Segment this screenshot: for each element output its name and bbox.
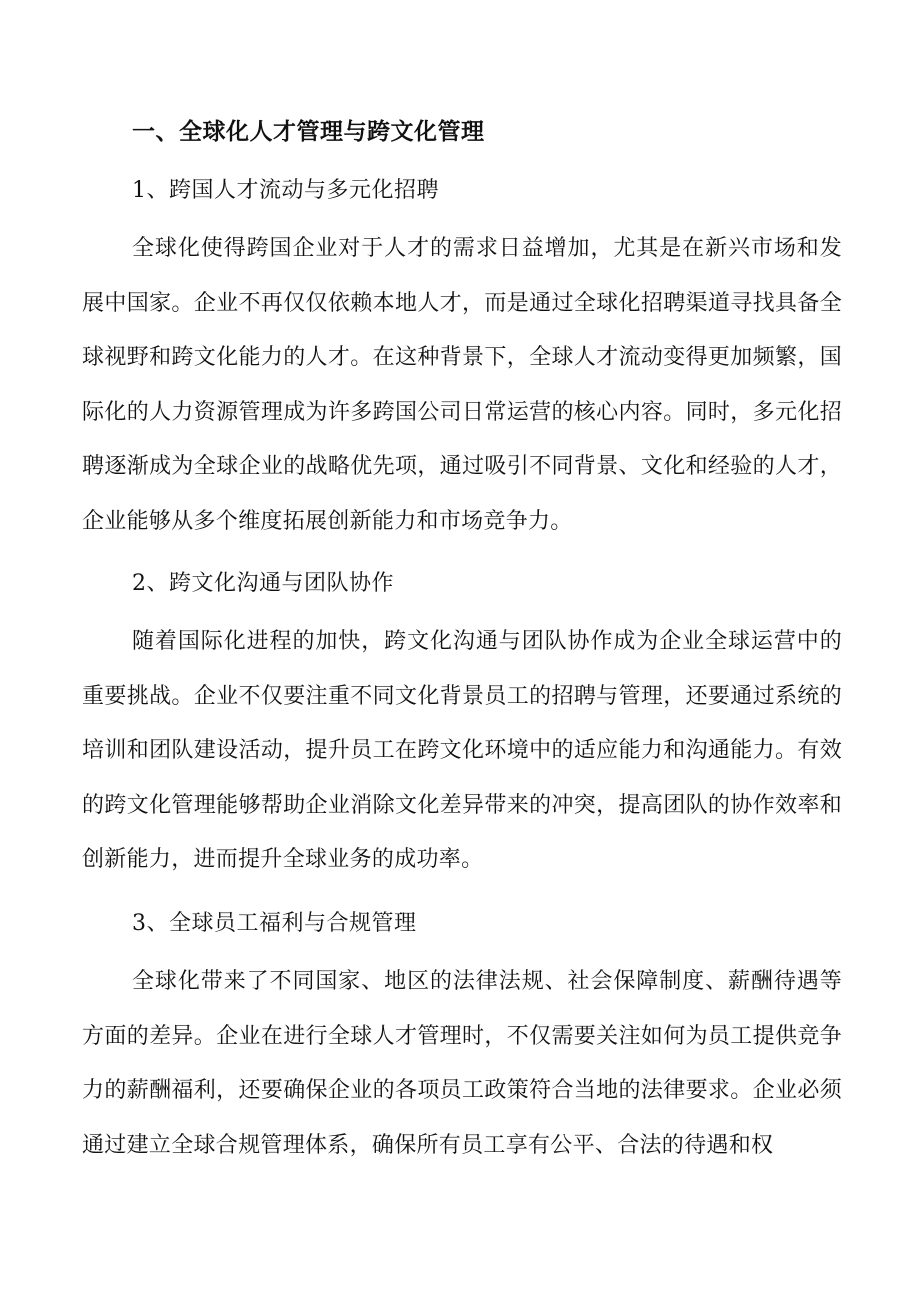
subsection-title-3: 3、全球员工福利与合规管理 [132,911,417,936]
paragraph-2: 随着国际化进程的加快，跨文化沟通与团队协作成为企业全球运营中的重要挑战。企业不仅要注重不同文化背景员工的招聘与管理，还要通过系统的培训和团队建设活动，提升员工在跨文化环境中的适应能力和沟通能力。有效的跨文化管理能够帮助企业消除文化差异带来的冲突，提高团队的协作效率和创新能力，进而提升全球业务的成功率。 [82,629,842,872]
paragraph-3: 全球化带来了不同国家、地区的法律法规、社会保障制度、薪酬待遇等方面的差异。企业在进行全球人才管理时，不仅需要关注如何为员工提供竞争力的薪酬福利，还要确保企业的各项员工政策符合当地的法律要求。企业必须通过建立全球合规管理体系，确保所有员工享有公平、合法的待遇和权 [82,969,842,1158]
section-heading: 一、全球化人才管理与跨文化管理 [132,118,485,145]
subsection-title-2: 2、跨文化沟通与团队协作 [132,571,394,596]
subsection-title-1: 1、跨国人才流动与多元化招聘 [132,178,439,203]
paragraph-1: 全球化使得跨国企业对于人才的需求日益增加，尤其是在新兴市场和发展中国家。企业不再仅仅依赖本地人才，而是通过全球化招聘渠道寻找具备全球视野和跨文化能力的人才。在这种背景下，全球人才流动变得更加频繁，国际化的人力资源管理成为许多跨国公司日常运营的核心内容。同时，多元化招聘逐渐成为全球企业的战略优先项，通过吸引不同背景、文化和经验的人才，企业能够从多个维度拓展创新能力和市场竞争力。 [82,236,842,534]
